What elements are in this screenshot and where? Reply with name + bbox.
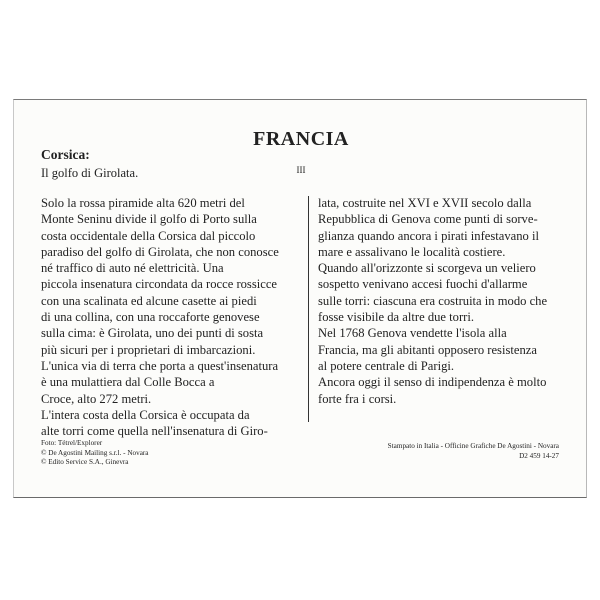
text-line: Monte Seninu divide il golfo di Porto sulla (41, 212, 257, 227)
text-column-left (41, 195, 303, 439)
postcard (13, 99, 587, 498)
text-line: Nel 1768 Genova vendette l'isola alla (318, 326, 507, 341)
text-line: piccola insenatura circondata da rocce rossicce (41, 277, 278, 292)
product-code: D2 459 14-27 (519, 452, 559, 460)
text-line: con una scalinata ed alcune casette ai piedi (41, 293, 257, 308)
text-line: sulle torri: ciascuna era costruita in modo che (318, 293, 548, 308)
copyright-line: © Edito Service S.A., Ginevra (41, 458, 129, 467)
printer-credit: Stampato in Italia - Officine Grafiche De Agostini - Novara (387, 442, 559, 450)
copyright-line: © De Agostini Mailing s.r.l. - Novara (41, 448, 149, 457)
credits-left (41, 439, 148, 468)
text-line: al potere centrale di Parigi. (318, 358, 455, 373)
text-line: fosse visibile da altre due torri. (318, 310, 474, 325)
text-column-right (318, 195, 576, 407)
text-line: mare e assalivano le località costiere. (318, 244, 506, 259)
text-line: Repubblica di Genova come punti di sorve- (318, 212, 538, 227)
text-line: costa occidentale della Corsica dal piccolo (41, 228, 256, 243)
text-line: sospetto venivano accesi fuochi d'allarme (318, 277, 528, 292)
card-subtitle: Il golfo di Girolata. (41, 166, 139, 180)
text-line: lata, costruite nel XVI e XVII secolo dalla (318, 196, 532, 210)
text-line: né traffico di auto né elettricità. Una (41, 261, 224, 276)
text-line: Quando all'orizzonte si scorgeva un veliero (318, 261, 536, 276)
text-line: L'unica via di terra che porta a quest'insenatura (41, 358, 279, 373)
region-heading: Corsica: (41, 147, 90, 162)
text-line: L'intera costa della Corsica è occupata da (41, 407, 250, 422)
photo-credit: Foto: Tétrel/Explorer (41, 439, 103, 447)
card-number: III (296, 165, 306, 175)
column-divider (308, 196, 309, 422)
text-line: di una collina, con una roccaforte genovese (41, 310, 260, 325)
text-line: glianza quando ancora i pirati infestavano il (318, 228, 540, 243)
text-line: più sicuri per i proprietari di imbarcazioni. (41, 342, 256, 357)
text-line: è una mulattiera dal Colle Bocca a (41, 375, 215, 390)
text-line: alte torri come quella nell'insenatura di Giro- (41, 424, 268, 439)
text-line: Solo la rossa piramide alta 620 metri del (41, 196, 245, 210)
text-line: paradiso del golfo di Girolata, che non conosce (41, 244, 279, 259)
text-line: Croce, alto 272 metri. (41, 391, 152, 406)
text-line: Francia, ma gli abitanti opposero resistenza (318, 342, 537, 357)
credits-right (388, 441, 559, 461)
card-title: FRANCIA (253, 128, 349, 150)
text-line: Ancora oggi il senso di indipendenza è molto (318, 375, 547, 390)
text-line: forte fra i corsi. (318, 391, 397, 406)
text-line: sulla cima: è Girolata, uno dei punti di sosta (41, 326, 264, 341)
